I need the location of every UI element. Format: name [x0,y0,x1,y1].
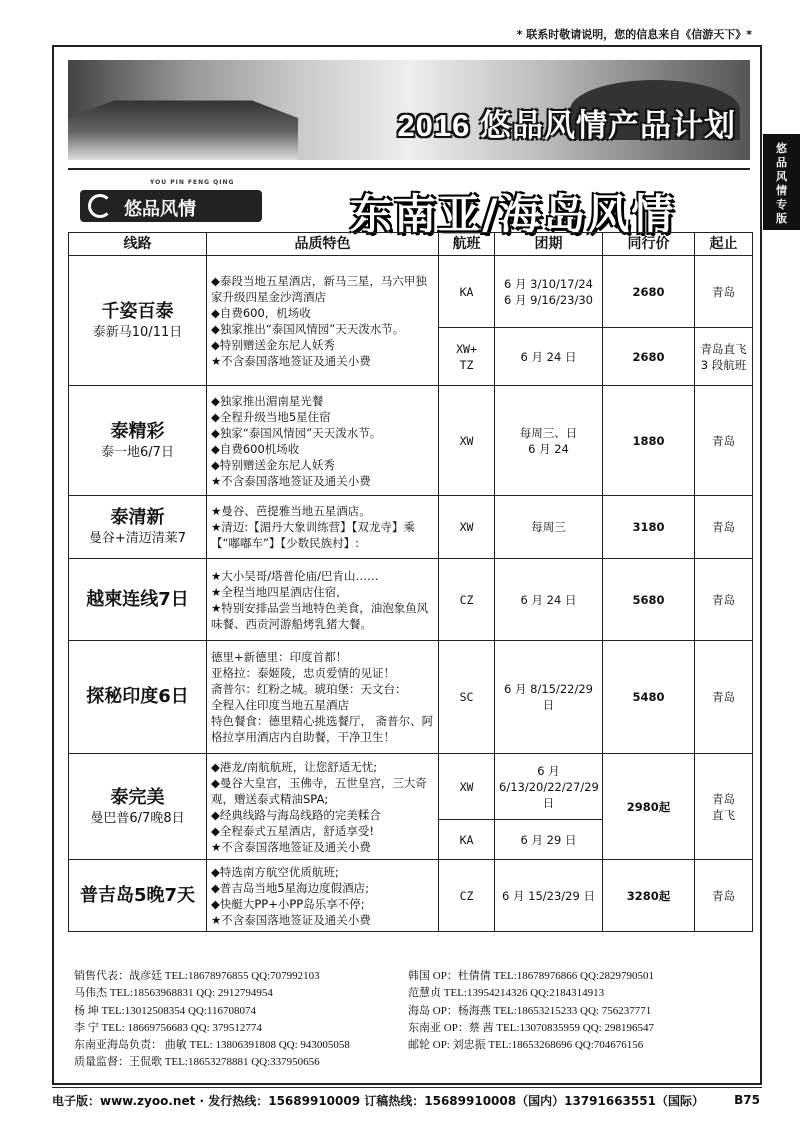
feature-item: ★大小吴哥/塔普伦庙/巴肯山…… [211,568,379,583]
side-tab: 悠 品 风 情 专 版 [763,134,800,230]
feature-item: ◆独家推出“泰国风情园”天天泼水节。 [211,321,405,336]
column-header: 团期 [495,233,603,256]
departure-cell: 青岛 [695,496,753,559]
logo-name: 悠品风情 [124,199,196,220]
dates-cell: 6 月 29 日 [495,820,603,860]
table-row [69,559,753,641]
column-header: 航班 [439,233,495,256]
table-row [69,256,753,328]
flight-cell: SC [439,641,495,754]
table-row [69,386,753,496]
contact-left: 马伟杰 TEL:18563968831 QQ: 2912794954 [74,987,273,1000]
page-number: B75 [734,1093,760,1107]
price-cell: 2680 [603,328,695,386]
table-header-row [69,233,753,256]
logo-pinyin: YOU PIN FENG QING [150,179,235,186]
price-cell: 1880 [603,386,695,496]
contact-line [74,1054,754,1071]
feature-item: ◆独家“泰国风情园”天天泼水节。 [211,425,382,440]
route-subtitle: 泰一地6/7日 [101,444,174,460]
feature-item: ◆自费600，机场收 [211,305,311,320]
product-table [68,232,753,932]
feature-item: ★不含泰国落地签证及通关小费 [211,839,371,854]
contact-line [74,968,754,985]
route-name: 越柬连线7日 [86,588,189,610]
route-cell [69,496,207,559]
feature-item: ★不含泰国落地签证及通关小费 [211,473,371,488]
route-subtitle: 泰新马10/11日 [92,324,183,340]
flight-cell: KA [439,256,495,328]
footer-divider [52,1087,762,1088]
contact-line [74,1037,754,1054]
feature-item: 斋普尔：红粉之城。琥珀堡：天文台： [211,682,407,696]
footer-text: 电子版：www.zyoo.net · 发行热线：15689910009 订稿热线：15689910008（国内）13791663551（国际） [52,1094,704,1108]
feature-item: ◆经典线路与海岛线路的完美糅合 [211,807,381,822]
feature-item: ◆全程泰式五星酒店，舒适享受! [211,823,374,838]
table-row [69,641,753,754]
feature-item: ★清迈:【湄丹大象训练营】【双龙寺】乘【“嘟嘟车”】【少数民族村】: [211,520,415,550]
feature-item: ◆特别赠送金东尼人妖秀 [211,337,335,352]
departure-cell: 青岛 [695,641,753,754]
route-cell [69,641,207,754]
route-cell [69,386,207,496]
contact-left: 东南亚海岛负责： 曲敏 TEL: 13806391808 QQ: 943005058 [74,1039,350,1052]
table-row [69,754,753,820]
dates-cell: 6 月 3/10/17/24 6 月 9/16/23/30 [495,256,603,328]
feature-item: 德里+新德里：印度首都！ [211,650,348,664]
contact-line [74,985,754,1002]
flight-cell: KA [439,820,495,860]
features-cell [207,641,439,754]
contact-left: 质量监督：王侃歌 TEL:18653278881 QQ:337950656 [74,1056,320,1069]
feature-item: ◆独家推出湄南星光餐 [211,393,324,408]
feature-item: 全程入住印度当地五星酒店 [211,698,349,712]
route-cell [69,860,207,932]
feature-item: ◆港龙/南航航班，让您舒适无忧; [211,759,378,774]
contact-right: 韩国 OP：杜倩倩 TEL:18678976866 QQ:2829790501 [408,970,654,982]
region-title: 东南亚/海岛风情 [350,190,676,239]
dates-cell: 6 月 24 日 [495,328,603,386]
feature-item: ◆全程升级当地5星住宿 [211,409,331,424]
contact-line [74,1003,754,1020]
route-name: 普吉岛5晚7天 [79,884,196,906]
column-header: 同行价 [603,233,695,256]
dates-cell: 6 月 15/23/29 日 [495,860,603,932]
header-banner [68,60,750,160]
flight-cell: XW+ TZ [439,328,495,386]
route-cell [69,754,207,860]
contact-right: 东南亚 OP：蔡 茜 TEL:13070835959 QQ: 298196547 [408,1021,654,1034]
route-name: 泰精彩 [110,420,165,442]
route-cell [69,256,207,386]
route-name: 泰完美 [110,786,165,808]
price-cell: 2680 [603,256,695,328]
feature-item: ◆泰段当地五星酒店，新马三星，马六甲独家升级四星金沙湾酒店 [211,273,427,304]
feature-item: 特色餐食：德里精心挑选餐厅， 斋普尔、阿格拉享用酒店内自助餐，干净卫生！ [211,714,434,744]
table-row [69,496,753,559]
route-subtitle: 曼谷+清迈清莱7 [88,531,187,546]
contact-right: 邮轮 OP: 刘忠振 TEL:18653268696 QQ:704676156 [408,1039,644,1052]
departure-cell: 青岛 [695,386,753,496]
features-cell [207,860,439,932]
departure-cell: 青岛直飞 3 段航班 [695,328,753,386]
route-name: 探秘印度6日 [86,686,189,707]
banner-title: 2016 悠品风情产品计划 [397,108,736,143]
palace-image [68,90,298,160]
departure-cell: 青岛 直飞 [695,754,753,860]
dates-cell: 6 月 24 日 [495,559,603,641]
column-header: 线路 [69,233,207,256]
feature-item: ★全程当地四星酒店住宿, [211,584,340,599]
price-cell: 5480 [603,641,695,754]
column-header: 起止 [695,233,753,256]
features-cell [207,496,439,559]
feature-item: ◆曼谷大皇宫，玉佛寺，五世皇宫，三大奇观，赠送泰式精油SPA; [211,775,427,806]
feature-item: 亚格拉：泰姬陵，忠贞爱情的见证！ [211,666,395,680]
features-cell [207,256,439,386]
source-note: * 联系时敬请说明，您的信息来自《信游天下》* [516,28,752,41]
feature-item: ★曼谷、芭提雅当地五星酒店。 [211,504,371,518]
brand-logo [80,179,262,222]
flight-cell: XW [439,496,495,559]
features-cell [207,386,439,496]
feature-item: ◆普吉岛当地5星海边度假酒店; [211,880,370,895]
departure-cell: 青岛 [695,559,753,641]
sun-icon [88,194,112,218]
table-row [69,860,753,932]
features-cell [207,754,439,860]
contact-left: 销售代表：战彦廷 TEL:18678976855 QQ:707992103 [74,970,320,982]
dates-cell: 6 月 6/13/20/22/27/29 日 [495,754,603,820]
route-subtitle: 曼巴普6/7晚8日 [90,810,185,826]
route-name: 千姿百泰 [101,300,174,322]
feature-item: ◆快艇大PP+小PP岛乐享不停; [211,896,365,911]
feature-item: ◆自费600机场收 [211,441,300,456]
dates-cell: 每周三、日 6 月 24 [495,386,603,496]
contact-list [74,968,754,1072]
feature-item: ◆特别赠送金东尼人妖秀 [211,457,335,472]
price-cell: 3180 [603,496,695,559]
flight-cell: XW [439,386,495,496]
flight-cell: CZ [439,559,495,641]
column-header: 品质特色 [207,233,439,256]
route-name: 泰清新 [110,507,165,528]
contact-line [74,1020,754,1037]
departure-cell: 青岛 [695,860,753,932]
flight-cell: XW [439,754,495,820]
price-cell: 5680 [603,559,695,641]
dates-cell: 6 月 8/15/22/29 日 [495,641,603,754]
features-cell [207,559,439,641]
contact-left: 杨 坤 TEL:13012508354 QQ:116708074 [74,1004,256,1017]
contact-left: 李 宁 TEL: 18669756683 QQ: 379512774 [74,1021,262,1034]
price-cell: 3280起 [603,860,695,932]
dates-cell: 每周三 [495,496,603,559]
contact-right: 范慧贞 TEL:13954214326 QQ:2184314913 [408,987,605,1000]
feature-item: ★不含泰国落地签证及通关小费 [211,912,371,927]
route-cell [69,559,207,641]
price-cell: 2980起 [603,754,695,860]
brand-row [68,168,750,239]
contact-right: 海岛 OP：杨海燕 TEL:18653215233 QQ: 756237771 [408,1004,652,1017]
feature-item: ◆特选南方航空优质航班; [211,864,339,879]
flight-cell: CZ [439,860,495,932]
feature-item: ★不含泰国落地签证及通关小费 [211,353,371,368]
feature-item: ★特别安排品尝当地特色美食，油泡象鱼风味餐、西贡河游船烤乳猪大餐。 [211,600,429,631]
departure-cell: 青岛 [695,256,753,328]
